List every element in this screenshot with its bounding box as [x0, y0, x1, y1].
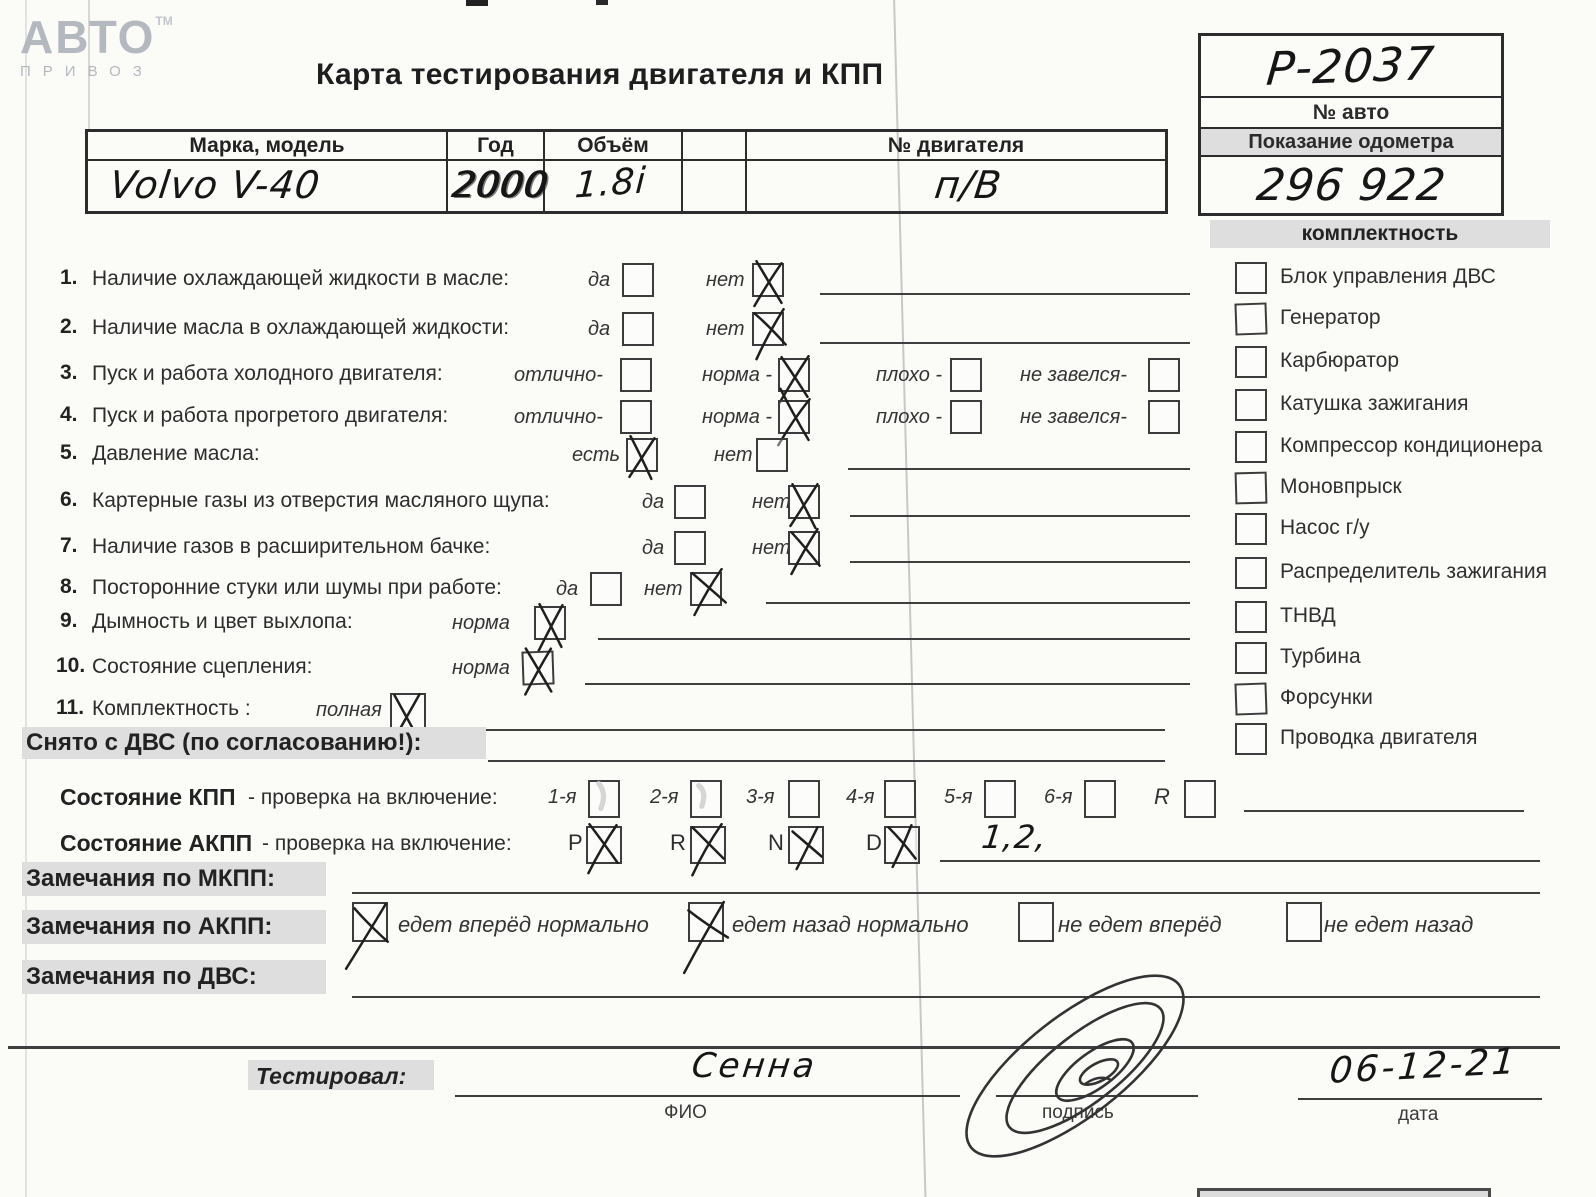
date-value: 06-12-21 — [1328, 1041, 1520, 1092]
kpp-answer-line — [1244, 810, 1524, 812]
option-label: норма - — [702, 406, 773, 428]
logo-tm: ТМ — [155, 14, 173, 28]
option-label: да — [588, 269, 611, 291]
kpp-row — [0, 780, 1560, 818]
checkbox-coolant-in-oil-yes[interactable] — [622, 263, 654, 297]
date-label: дата — [1398, 1104, 1439, 1125]
inspection-row-11 — [0, 693, 1230, 731]
akpp-option-label: едет вперёд нормально — [398, 912, 649, 937]
date-line — [1298, 1098, 1542, 1100]
equipment-item-label: Карбюратор — [1280, 349, 1400, 372]
option-label: нет — [714, 444, 753, 466]
checkbox-akpp-n[interactable] — [788, 826, 824, 864]
option-label: отлично- — [514, 406, 603, 428]
option-label: да — [588, 318, 611, 340]
logo-sub-text: ПРИВОЗ — [20, 63, 154, 80]
remarks-mkpp-label: Замечания по МКПП: — [22, 862, 326, 896]
option-label: норма — [452, 612, 510, 634]
checkbox-drives-forward-ok[interactable] — [352, 902, 388, 942]
row-label: Пуск и работа холодного двигателя: — [92, 362, 443, 385]
checkbox-oil-in-coolant-no[interactable] — [752, 312, 784, 346]
row-number: 1. — [60, 266, 78, 289]
option-label: не завелся- — [1020, 406, 1127, 428]
checkbox-gear-r[interactable] — [1184, 780, 1216, 818]
checkbox-cold-start-no-start[interactable] — [1148, 358, 1180, 392]
remarks-mkpp-line — [352, 892, 1540, 894]
bottom-partial-box — [1197, 1188, 1491, 1197]
option-label: плохо - — [876, 364, 943, 386]
equipment-checkbox-ignition-coil[interactable] — [1235, 389, 1267, 421]
inspection-row-5 — [0, 438, 1230, 472]
vehicle-year-value: 2000 — [449, 165, 551, 206]
equipment-item-label: Блок управления ДВС — [1280, 265, 1496, 288]
checkbox-expansion-tank-gases-yes[interactable] — [674, 531, 706, 565]
vehicle-model-cell — [88, 159, 448, 211]
row-number: 6. — [60, 488, 78, 511]
kpp-label-bold: Состояние КПП — [60, 784, 236, 810]
row-number: 9. — [60, 609, 78, 632]
akpp-pos-label-r: R — [670, 830, 686, 855]
answer-line — [850, 515, 1190, 517]
removed-from-engine-line — [488, 760, 1165, 762]
option-label: норма — [452, 657, 510, 679]
removed-from-engine-row — [0, 727, 1230, 765]
checkbox-no-drive-backward[interactable] — [1286, 902, 1322, 942]
inspection-row-2 — [0, 312, 1230, 346]
answer-line — [850, 561, 1190, 563]
checkbox-warm-start-excellent[interactable] — [620, 400, 652, 434]
vehicle-header-engine-no: № двигателя — [887, 133, 1025, 157]
akpp-pos-label-p: P — [568, 830, 583, 855]
kpp-label-rest: - проверка на включение: — [248, 786, 498, 809]
inspection-row-6 — [0, 485, 1230, 519]
option-label: нет — [752, 537, 791, 559]
equipment-checkbox-engine-wiring[interactable] — [1235, 723, 1267, 755]
odometer-value: 296 922 — [1253, 159, 1449, 211]
checkbox-cold-start-excellent[interactable] — [620, 358, 652, 392]
vehicle-volume-value: 1.8i — [573, 160, 648, 207]
vehicle-blank-cell — [683, 159, 747, 211]
equipment-checkbox-ps-pump[interactable] — [1235, 513, 1267, 545]
page-title: Карта тестирования двигателя и КПП — [316, 58, 884, 91]
vehicle-engine-no-cell — [747, 159, 1165, 211]
row-number: 5. — [60, 441, 78, 464]
inspection-row-9 — [0, 606, 1230, 642]
answer-line — [820, 293, 1190, 295]
gear-label-3: 3-я — [746, 786, 775, 808]
row-number: 2. — [60, 315, 78, 338]
equipment-item-label: Катушка зажигания — [1280, 392, 1469, 415]
answer-line — [598, 638, 1190, 640]
vehicle-header-volume: Объём — [545, 132, 683, 159]
row-label: Состояние сцепления: — [92, 655, 313, 678]
equipment-checkbox-ecu[interactable] — [1235, 262, 1267, 294]
equipment-item-label: Компрессор кондиционера — [1280, 434, 1543, 457]
gear-label-6: 6-я — [1044, 786, 1073, 808]
checkbox-knocks-no[interactable] — [690, 572, 722, 606]
row-label: Комплектность : — [92, 697, 251, 720]
checkbox-drives-backward-ok[interactable] — [688, 902, 724, 942]
vehicle-header-blank — [683, 132, 747, 159]
remarks-dvs-row — [0, 956, 1560, 1004]
tested-by-label: Тестировал: — [256, 1063, 407, 1089]
fio-label: ФИО — [664, 1102, 707, 1123]
equipment-checkbox-turbine[interactable] — [1235, 642, 1267, 674]
akpp-option-label: едет назад нормально — [732, 912, 969, 937]
answer-line — [766, 602, 1190, 604]
scan-artifact — [466, 0, 488, 6]
option-label: плохо - — [876, 406, 943, 428]
equipment-item-label: Турбина — [1280, 645, 1361, 668]
row-number: 10. — [56, 654, 86, 677]
answer-line — [585, 683, 1190, 685]
equipment-checkbox-generator[interactable] — [1234, 302, 1267, 335]
option-label: да — [642, 537, 665, 559]
inspection-row-10 — [0, 651, 1230, 687]
checkbox-coolant-in-oil-no[interactable] — [752, 263, 784, 297]
checkbox-oil-pressure-yes[interactable] — [626, 438, 658, 472]
car-number-value: Р-2037 — [1264, 36, 1438, 96]
checkbox-knocks-yes[interactable] — [590, 572, 622, 606]
akpp-pos-label-n: N — [768, 830, 784, 855]
option-label: полная — [316, 699, 382, 721]
equipment-checkbox-ac-compressor[interactable] — [1235, 431, 1267, 463]
inspection-row-3 — [0, 358, 1230, 392]
checkbox-oil-pressure-no[interactable] — [756, 438, 788, 472]
equipment-item-label: Моновпрыск — [1280, 475, 1402, 498]
checkbox-cold-start-norm[interactable] — [778, 358, 810, 392]
checkbox-warm-start-no-start[interactable] — [1148, 400, 1180, 434]
vehicle-volume-cell — [545, 159, 683, 211]
checkbox-akpp-d[interactable] — [884, 826, 920, 864]
checkbox-cold-start-bad[interactable] — [950, 358, 982, 392]
checkbox-crankcase-gases-no[interactable] — [788, 485, 820, 519]
row-number: 4. — [60, 403, 78, 426]
removed-from-engine-label: Снято с ДВС (по согласованию!): — [22, 727, 486, 759]
vehicle-engine-no-value: п/В — [932, 163, 1005, 207]
option-label: нет — [706, 318, 745, 340]
option-label: да — [556, 578, 579, 600]
option-label: нет — [706, 269, 745, 291]
signature-scribble — [935, 966, 1235, 1176]
checkbox-clutch-norm[interactable] — [521, 650, 554, 685]
equipment-item-label: Форсунки — [1280, 686, 1373, 709]
row-number: 7. — [60, 534, 78, 557]
remarks-dvs-label: Замечания по ДВС: — [22, 960, 326, 994]
row-label: Картерные газы из отверстия масляного щупа: — [92, 489, 550, 512]
row-label: Наличие охлаждающей жидкости в масле: — [92, 267, 510, 290]
option-label: норма - — [702, 364, 773, 386]
checkbox-exhaust-norm[interactable] — [534, 606, 566, 640]
fio-line — [455, 1095, 960, 1097]
checkbox-akpp-r[interactable] — [690, 826, 726, 864]
equipment-checkbox-tnvd[interactable] — [1235, 601, 1267, 633]
checkbox-gear-1[interactable] — [588, 780, 620, 818]
akpp-option-label: не едет вперёд — [1058, 912, 1222, 937]
logo-brand-text: АВТО — [20, 11, 156, 63]
car-id-odometer-box — [1198, 33, 1504, 216]
vehicle-table — [85, 129, 1168, 214]
inspection-row-1 — [0, 263, 1230, 297]
equipment-checkbox-carburetor[interactable] — [1235, 346, 1267, 378]
gear-label-5: 5-я — [944, 786, 973, 808]
gear-label-4: 4-я — [846, 786, 875, 808]
option-label: отлично- — [514, 364, 603, 386]
equipment-item-label: Насос г/у — [1280, 516, 1370, 539]
remarks-akpp-label: Замечания по АКПП: — [22, 910, 326, 944]
checkbox-gear-3[interactable] — [788, 780, 820, 818]
signature-label: подпись — [1042, 1102, 1114, 1123]
akpp-row — [0, 818, 1560, 866]
equipment-item-label: Проводка двигателя — [1280, 726, 1478, 749]
checkbox-no-drive-forward[interactable] — [1018, 902, 1054, 942]
checkbox-gear-5[interactable] — [984, 780, 1016, 818]
akpp-pos-label-d: D — [866, 830, 882, 855]
checkbox-warm-start-bad[interactable] — [950, 400, 982, 434]
akpp-label-rest: - проверка на включение: — [262, 832, 512, 855]
answer-line — [820, 342, 1190, 344]
gear-label-1: 1-я — [548, 786, 577, 808]
vehicle-header-model: Марка, модель — [88, 132, 448, 159]
option-label: есть — [572, 444, 621, 466]
row-label: Пуск и работа прогретого двигателя: — [92, 404, 449, 427]
gear-label-2: 2-я — [650, 786, 679, 808]
scan-artifact — [596, 0, 608, 5]
row-label: Дымность и цвет выхлопа: — [92, 610, 353, 633]
equipment-header: комплектность — [1210, 220, 1550, 248]
remarks-mkpp-row — [0, 862, 1560, 902]
checkbox-gear-6[interactable] — [1084, 780, 1116, 818]
answer-line — [848, 468, 1190, 470]
checkbox-crankcase-gases-yes[interactable] — [674, 485, 706, 519]
remarks-akpp-row — [0, 900, 1560, 948]
akpp-label-bold: Состояние АКПП — [60, 830, 253, 856]
equipment-checkbox-injectors[interactable] — [1234, 682, 1267, 715]
vehicle-model-value: Volvo V-40 — [107, 163, 323, 207]
akpp-option-label: не едет назад — [1324, 912, 1474, 937]
vehicle-header-year: Год — [448, 132, 545, 159]
vehicle-year-cell — [448, 159, 551, 211]
checkbox-akpp-p[interactable] — [586, 826, 622, 864]
option-label: нет — [644, 578, 683, 600]
logo — [20, 11, 173, 80]
option-label: нет — [752, 491, 791, 513]
equipment-checkbox-mono-injection[interactable] — [1235, 472, 1268, 505]
gear-label-r: R — [1154, 784, 1170, 809]
option-label: не завелся- — [1020, 364, 1127, 386]
car-number-label: № авто — [1201, 96, 1501, 127]
row-number: 3. — [60, 361, 78, 384]
row-label: Посторонние стуки или шумы при работе: — [92, 576, 502, 599]
row-label: Давление масла: — [92, 442, 260, 465]
inspection-row-7 — [0, 531, 1230, 565]
inspection-row-4 — [0, 400, 1230, 434]
row-label: Наличие масла в охлаждающей жидкости: — [92, 316, 510, 339]
row-label: Наличие газов в расширительном бачке: — [92, 535, 491, 558]
row-number: 8. — [60, 575, 78, 598]
akpp-note-value: 1,2, — [979, 818, 1050, 856]
checkbox-warm-start-norm[interactable] — [778, 400, 810, 434]
row-number: 11. — [56, 696, 85, 719]
odometer-label: Показание одометра — [1201, 127, 1501, 155]
checkbox-oil-in-coolant-yes[interactable] — [622, 312, 654, 346]
option-label: да — [642, 491, 665, 513]
fio-value: Сенна — [689, 1046, 820, 1086]
inspection-row-8 — [0, 572, 1230, 606]
checkbox-expansion-tank-gases-no[interactable] — [788, 531, 820, 565]
equipment-item-label: ТНВД — [1280, 604, 1336, 627]
checkbox-gear-4[interactable] — [884, 780, 916, 818]
checkbox-gear-2[interactable] — [690, 780, 722, 818]
equipment-item-label: Распределитель зажигания — [1280, 560, 1548, 583]
equipment-item-label: Генератор — [1280, 306, 1381, 329]
equipment-checkbox-distributor[interactable] — [1235, 557, 1267, 589]
